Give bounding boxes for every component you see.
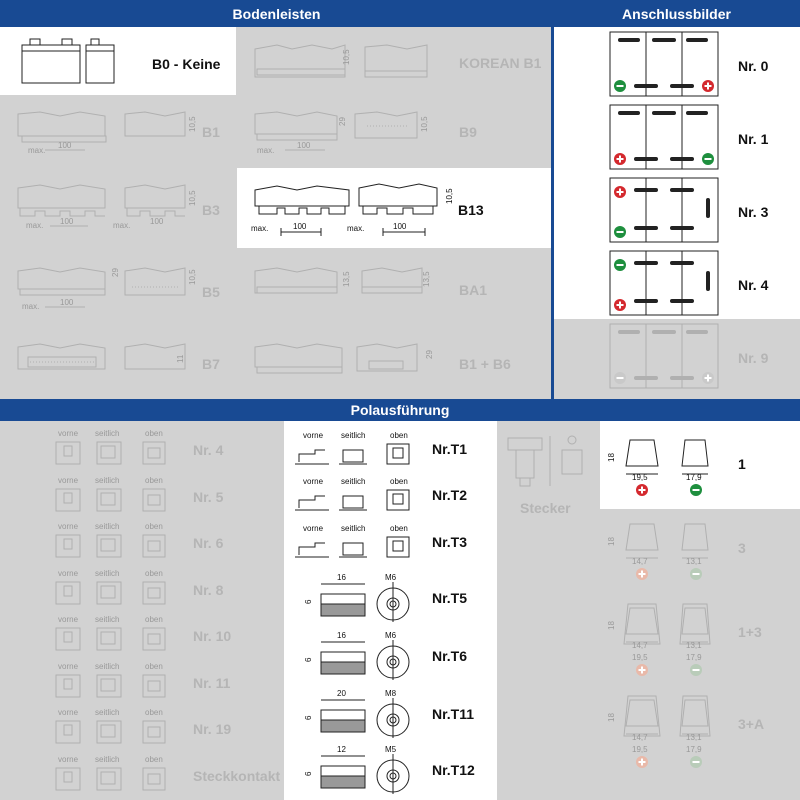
view-label-oben: oben xyxy=(145,522,163,531)
terminal-drawing-icon xyxy=(285,688,425,744)
cone-diameter-minus-2: 17,9 xyxy=(686,653,702,662)
minus-pole-icon xyxy=(614,80,626,92)
pol-mid-label: Nr.T1 xyxy=(432,441,468,457)
option-b9[interactable] xyxy=(237,96,551,168)
b5-dim-max: max. xyxy=(22,302,40,311)
b13-profile-icon xyxy=(237,168,551,248)
view-label-vorne: vorne xyxy=(58,522,79,531)
b7-dim-11: 11 xyxy=(176,354,185,363)
b1-dim-max: max. xyxy=(28,146,46,155)
anschluss-label: Nr. 3 xyxy=(738,204,769,220)
view-label-oben: oben xyxy=(145,708,163,717)
pole-views-icon xyxy=(0,475,190,521)
plus-pole-icon xyxy=(636,756,648,768)
pol-option-mid-6[interactable] xyxy=(285,744,497,800)
pole-views-icon xyxy=(0,521,190,567)
view-label-vorne: vorne xyxy=(58,754,79,764)
b13-dim-height: 10,5 xyxy=(445,188,454,204)
view-label-oben: oben xyxy=(145,661,163,671)
pol-option-right-2[interactable] xyxy=(600,596,800,684)
terminal-drawing-icon xyxy=(285,428,425,474)
terminal-drawing-icon xyxy=(285,521,425,567)
option-korean-b1-label: KOREAN B1 xyxy=(459,55,542,71)
pol-mid-label: Nr.T6 xyxy=(432,648,468,664)
pol-option-mid-0[interactable] xyxy=(285,428,497,474)
view-label-oben: oben xyxy=(145,429,163,438)
battery-layout-icon xyxy=(608,176,728,246)
view-label-seitlich: seitlich xyxy=(95,429,120,438)
pol-left-label: Steckkontakt xyxy=(193,767,281,784)
ba1-profile-icon xyxy=(237,249,551,327)
cone-diameter-minus: 17,9 xyxy=(686,473,702,482)
cone-height: 18 xyxy=(607,453,616,462)
terminal-height: 6 xyxy=(304,657,313,662)
view-label-vorne: vorne xyxy=(58,429,79,438)
minus-pole-icon xyxy=(702,153,714,165)
pol-left-label: Nr. 5 xyxy=(193,488,224,505)
ba1-dim-height-2: 13,5 xyxy=(422,271,431,287)
cone-terminal-icon xyxy=(600,688,730,776)
terminal-width: 12 xyxy=(337,745,346,754)
b3-dim-height: 10,5 xyxy=(188,190,197,206)
cone-diameter-minus-2: 17,9 xyxy=(686,745,702,754)
b3-dim-100-2: 100 xyxy=(150,217,164,226)
view-label-vorne: vorne xyxy=(303,477,324,486)
option-b1[interactable] xyxy=(0,96,236,168)
ba1-dim-height: 13,5 xyxy=(342,271,351,287)
terminal-thread: M6 xyxy=(385,573,397,582)
pole-views-icon xyxy=(0,707,190,753)
anschluss-label: Nr. 4 xyxy=(738,277,769,293)
view-label-vorne: vorne xyxy=(303,524,324,533)
option-b0-label: B0 - Keine xyxy=(152,56,221,72)
anschluss-option-3[interactable] xyxy=(608,249,798,319)
option-b1-b6-label: B1 + B6 xyxy=(459,356,511,372)
option-b5-label: B5 xyxy=(202,284,220,300)
b1-profile-icon xyxy=(0,96,236,168)
plus-pole-icon xyxy=(702,80,714,92)
terminal-width: 16 xyxy=(337,631,346,640)
view-label-vorne: vorne xyxy=(58,661,79,671)
view-label-oben: oben xyxy=(145,568,163,578)
b1-b6-dim-29: 29 xyxy=(425,350,434,359)
b3-profile-icon xyxy=(0,168,236,248)
stecker-option[interactable] xyxy=(500,430,596,520)
view-label-seitlich: seitlich xyxy=(341,431,366,440)
option-b3-label: B3 xyxy=(202,202,220,218)
cone-terminal-icon xyxy=(600,512,730,592)
minus-pole-icon xyxy=(614,226,626,238)
pol-option-left-3[interactable] xyxy=(0,568,284,614)
option-b5[interactable] xyxy=(0,249,236,327)
pol-option-left-0[interactable] xyxy=(0,428,284,474)
terminal-width: 16 xyxy=(337,573,346,582)
cone-diameter-plus-2: 19,5 xyxy=(632,653,648,662)
terminal-drawing-icon xyxy=(285,572,425,628)
b9-dim-29: 29 xyxy=(338,117,347,126)
stecker-label: Stecker xyxy=(520,500,571,516)
pol-left-label: Nr. 19 xyxy=(193,721,232,737)
pol-right-label: 3 xyxy=(738,540,746,556)
option-b7[interactable] xyxy=(0,327,236,399)
b13-dim-max: max. xyxy=(251,224,269,233)
option-ba1[interactable] xyxy=(237,249,551,327)
plus-pole-icon xyxy=(636,484,648,496)
cone-terminal-icon xyxy=(600,428,730,508)
view-label-vorne: vorne xyxy=(58,475,79,485)
terminal-thread: M6 xyxy=(385,631,397,640)
anschluss-option-1[interactable] xyxy=(608,103,798,173)
view-label-oben: oben xyxy=(390,431,408,440)
view-label-seitlich: seitlich xyxy=(95,522,120,531)
option-b9-label: B9 xyxy=(459,124,477,140)
pol-option-left-4[interactable] xyxy=(0,614,284,660)
pol-left-label: Nr. 11 xyxy=(193,674,231,691)
header-bodenleisten-text: Bodenleisten xyxy=(232,5,321,22)
pole-views-icon xyxy=(0,568,190,614)
view-label-oben: oben xyxy=(145,475,163,485)
pol-option-left-6[interactable] xyxy=(0,707,284,753)
pole-views-icon xyxy=(0,428,190,474)
plus-pole-icon xyxy=(702,372,714,384)
anschluss-label: Nr. 0 xyxy=(738,58,769,74)
pol-option-mid-5[interactable] xyxy=(285,688,497,744)
option-b1-label: B1 xyxy=(202,124,220,140)
b3-dim-100: 100 xyxy=(60,217,74,226)
terminal-width: 20 xyxy=(337,689,346,698)
pol-option-left-7[interactable] xyxy=(0,754,284,800)
view-label-vorne: vorne xyxy=(58,568,79,578)
pol-mid-label: Nr.T12 xyxy=(432,762,475,778)
pol-option-mid-3[interactable] xyxy=(285,572,497,628)
anschluss-option-2[interactable] xyxy=(608,176,798,246)
terminal-thread: M5 xyxy=(385,745,397,754)
cone-diameter-minus: 13,1 xyxy=(686,557,702,566)
b5-dim-height: 10,5 xyxy=(188,269,197,285)
pol-option-mid-2[interactable] xyxy=(285,521,497,567)
view-label-vorne: vorne xyxy=(58,615,79,624)
pol-mid-label: Nr.T5 xyxy=(432,590,468,606)
pol-option-right-1[interactable] xyxy=(600,512,800,592)
terminal-height: 6 xyxy=(304,771,313,776)
b3-dim-max: max. xyxy=(26,221,44,230)
option-b1-b6[interactable] xyxy=(237,327,551,399)
option-b0[interactable] xyxy=(0,27,236,95)
plus-pole-icon xyxy=(636,664,648,676)
pol-left-label: Nr. 10 xyxy=(193,628,232,644)
cone-height: 18 xyxy=(607,537,616,546)
option-b3[interactable] xyxy=(0,168,236,248)
view-label-vorne: vorne xyxy=(58,708,79,717)
view-label-oben: oben xyxy=(390,477,408,486)
pol-mid-label: Nr.T3 xyxy=(432,534,468,550)
terminal-drawing-icon xyxy=(285,474,425,520)
cone-diameter-plus: 14,7 xyxy=(632,733,648,742)
minus-pole-icon xyxy=(690,756,702,768)
cone-diameter-plus: 14,7 xyxy=(632,641,648,650)
plus-pole-icon xyxy=(614,299,626,311)
b1-dim-height: 10,5 xyxy=(188,116,197,132)
pol-option-right-0[interactable] xyxy=(600,428,800,508)
battery-layout-icon xyxy=(608,103,728,173)
pol-option-right-3[interactable] xyxy=(600,688,800,776)
pol-left-label: Nr. 4 xyxy=(193,442,224,458)
pol-mid-label: Nr.T2 xyxy=(432,487,468,503)
pol-option-mid-4[interactable] xyxy=(285,630,497,686)
pol-right-label: 1+3 xyxy=(738,624,762,640)
b13-dim-max-2: max. xyxy=(347,224,365,233)
view-label-seitlich: seitlich xyxy=(95,475,120,485)
view-label-seitlich: seitlich xyxy=(95,661,120,671)
option-b13-label: B13 xyxy=(458,202,484,218)
cone-diameter-plus-2: 19,5 xyxy=(632,745,648,754)
pole-views-icon xyxy=(0,661,190,707)
header-anschlussbilder xyxy=(553,0,800,27)
anschluss-label: Nr. 9 xyxy=(738,350,769,366)
header-anschlussbilder-text: Anschlussbilder xyxy=(622,5,731,22)
b13-dim-100-2: 100 xyxy=(393,222,407,231)
view-label-seitlich: seitlich xyxy=(341,477,366,486)
plus-pole-icon xyxy=(636,568,648,580)
pol-left-label: Nr. 8 xyxy=(193,581,224,598)
cone-terminal-icon xyxy=(600,596,730,684)
pol-option-left-5[interactable] xyxy=(0,661,284,707)
view-label-seitlich: seitlich xyxy=(95,568,120,578)
cone-height: 18 xyxy=(607,713,616,722)
b3-dim-max-2: max. xyxy=(113,221,131,230)
pol-option-left-1[interactable] xyxy=(0,475,284,521)
b9-dim-height: 10,5 xyxy=(420,116,429,132)
cone-diameter-plus: 14,7 xyxy=(632,557,648,566)
terminal-height: 6 xyxy=(304,715,313,720)
option-korean-b1[interactable] xyxy=(237,27,551,95)
view-label-seitlich: seitlich xyxy=(95,615,120,624)
b1-dim-100: 100 xyxy=(58,141,72,150)
b5-profile-icon xyxy=(0,249,236,327)
terminal-thread: M8 xyxy=(385,689,397,698)
view-label-oben: oben xyxy=(390,524,408,533)
anschluss-option-0[interactable] xyxy=(608,30,798,100)
view-label-seitlich: seitlich xyxy=(95,708,120,717)
b7-profile-icon xyxy=(0,327,236,399)
b5-dim-100: 100 xyxy=(60,298,74,307)
view-label-seitlich: seitlich xyxy=(341,524,366,533)
cone-height: 18 xyxy=(607,621,616,630)
pole-views-icon xyxy=(0,754,190,800)
b9-dim-max: max. xyxy=(257,146,275,155)
minus-pole-icon xyxy=(690,484,702,496)
view-label-vorne: vorne xyxy=(303,431,324,440)
view-label-seitlich: seitlich xyxy=(95,754,120,764)
pol-right-label: 3+A xyxy=(738,716,765,732)
view-label-oben: oben xyxy=(145,615,163,624)
cone-diameter-plus: 19,5 xyxy=(632,473,648,482)
b9-dim-100: 100 xyxy=(297,141,311,150)
pole-views-icon xyxy=(0,614,190,660)
minus-pole-icon xyxy=(614,259,626,271)
plus-pole-icon xyxy=(614,186,626,198)
korean-dim-height: 10,5 xyxy=(342,49,351,65)
minus-pole-icon xyxy=(690,664,702,676)
pol-right-label: 1 xyxy=(738,456,746,472)
header-polausfuehrung-text: Polausführung xyxy=(350,402,450,418)
cone-diameter-minus: 13,1 xyxy=(686,733,702,742)
option-b7-label: B7 xyxy=(202,356,220,372)
pol-mid-label: Nr.T11 xyxy=(432,706,475,722)
view-label-oben: oben xyxy=(145,754,163,764)
header-polausfuehrung xyxy=(0,399,800,421)
terminal-height: 6 xyxy=(304,599,313,604)
option-ba1-label: BA1 xyxy=(459,282,488,298)
plus-pole-icon xyxy=(614,153,626,165)
terminal-drawing-icon xyxy=(285,744,425,800)
b13-dim-100: 100 xyxy=(293,222,307,231)
pol-left-label: Nr. 6 xyxy=(193,535,224,551)
terminal-drawing-icon xyxy=(285,630,425,686)
pol-option-left-2[interactable] xyxy=(0,521,284,567)
battery-layout-icon xyxy=(608,322,728,392)
anschluss-label: Nr. 1 xyxy=(738,131,769,147)
pol-option-mid-1[interactable] xyxy=(285,474,497,520)
battery-layout-icon xyxy=(608,249,728,319)
anschluss-option-4[interactable] xyxy=(608,322,798,392)
cone-diameter-minus: 13,1 xyxy=(686,641,702,650)
header-bodenleisten xyxy=(0,0,553,27)
minus-pole-icon xyxy=(690,568,702,580)
option-b13[interactable] xyxy=(237,168,551,248)
battery-layout-icon xyxy=(608,30,728,100)
b5-dim-29: 29 xyxy=(111,268,120,277)
minus-pole-icon xyxy=(614,372,626,384)
b9-profile-icon xyxy=(237,96,551,168)
